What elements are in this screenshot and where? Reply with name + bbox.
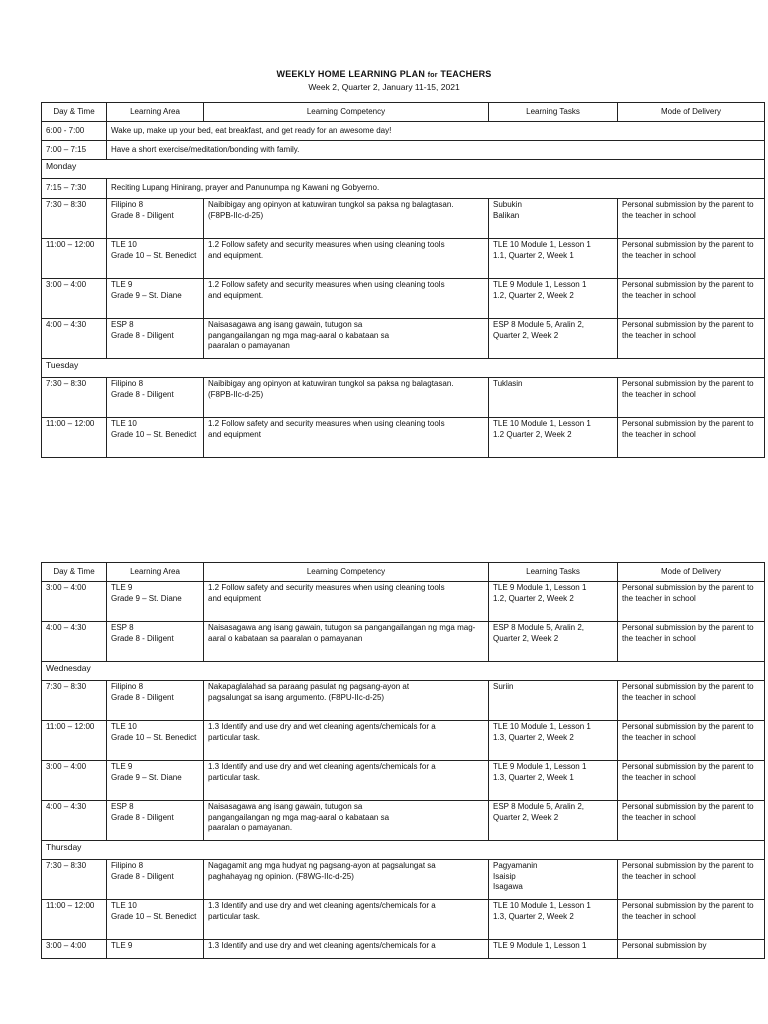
learning-area-cell-line: ESP 8 bbox=[111, 802, 134, 811]
tasks-cell-line: TLE 10 Module 1, Lesson 1 bbox=[493, 419, 591, 428]
competency-cell-line: pagsalungat sa isang argumento. (F8PU-IIc-d-25) bbox=[208, 692, 385, 702]
col-header-learning-tasks: Learning Tasks bbox=[489, 103, 618, 122]
learning-area-cell bbox=[107, 418, 204, 458]
tasks-cell-line: Quarter 2, Week 2 bbox=[493, 812, 559, 822]
mode-of-delivery-cell: Personal submission by bbox=[618, 940, 765, 959]
col-header-learning-tasks: Learning Tasks bbox=[489, 563, 618, 582]
competency-cell bbox=[204, 801, 489, 841]
tasks-cell-line: 1.2, Quarter 2, Week 2 bbox=[493, 290, 574, 300]
col-header-learning-area: Learning Area bbox=[107, 563, 204, 582]
header-row bbox=[42, 563, 765, 582]
learning-area-cell-line: TLE 9 bbox=[111, 941, 133, 950]
tasks-cell-line: 1.1, Quarter 2, Week 1 bbox=[493, 250, 574, 260]
mode-of-delivery-cell: Personal submission by the parent to the teacher in school bbox=[618, 582, 765, 622]
tasks-cell-line: Subukin bbox=[493, 200, 522, 209]
tasks-cell bbox=[489, 681, 618, 721]
competency-cell-line: (F8PB-IIc-d-25) bbox=[208, 389, 264, 399]
time-cell: 7:00 – 7:15 bbox=[42, 141, 107, 160]
time-cell: 7:30 – 8:30 bbox=[42, 681, 107, 721]
learning-area-cell-line: Grade 9 – St. Diane bbox=[111, 593, 182, 603]
tasks-cell-line: TLE 9 Module 1, Lesson 1 bbox=[493, 583, 587, 592]
routine-row bbox=[42, 141, 765, 160]
day-row bbox=[42, 841, 765, 860]
tasks-cell bbox=[489, 860, 618, 900]
learning-area-cell-line: Grade 8 - Diligent bbox=[111, 633, 174, 643]
competency-cell bbox=[204, 199, 489, 239]
table-row bbox=[42, 239, 765, 279]
learning-area-cell-line: ESP 8 bbox=[111, 320, 134, 329]
competency-cell bbox=[204, 378, 489, 418]
learning-area-cell-line: Grade 10 – St. Benedict bbox=[111, 250, 197, 260]
competency-cell-line: Naibibigay ang opinyon at katuwiran tungkol sa paksa ng balagtasan. bbox=[208, 379, 454, 388]
time-cell: 7:30 – 8:30 bbox=[42, 860, 107, 900]
plan-subtitle: Week 2, Quarter 2, January 11-15, 2021 bbox=[308, 82, 460, 92]
competency-cell-line: 1.3 Identify and use dry and wet cleaning agents/chemicals for a bbox=[208, 762, 436, 771]
learning-area-cell bbox=[107, 761, 204, 801]
day-label: Wednesday bbox=[42, 662, 765, 681]
learning-area-cell bbox=[107, 801, 204, 841]
time-cell: 7:15 – 7:30 bbox=[42, 179, 107, 199]
tasks-cell-line: ESP 8 Module 5, Aralin 2, bbox=[493, 802, 585, 811]
time-cell: 7:30 – 8:30 bbox=[42, 378, 107, 418]
tasks-cell-line: TLE 9 Module 1, Lesson 1 bbox=[493, 280, 587, 289]
learning-area-cell bbox=[107, 378, 204, 418]
tasks-cell-line: TLE 9 Module 1, Lesson 1 bbox=[493, 762, 587, 771]
competency-cell-line: particular task. bbox=[208, 732, 261, 742]
competency-cell-line: and equipment bbox=[208, 593, 261, 603]
learning-area-cell bbox=[107, 319, 204, 359]
tasks-cell bbox=[489, 199, 618, 239]
learning-area-cell-line: Grade 9 – St. Diane bbox=[111, 772, 182, 782]
competency-cell-line: particular task. bbox=[208, 772, 261, 782]
tasks-cell bbox=[489, 582, 618, 622]
mode-of-delivery-cell: Personal submission by the parent to the teacher in school bbox=[618, 900, 765, 940]
competency-cell-line: 1.2 Follow safety and security measures when using cleaning tools bbox=[208, 240, 445, 249]
col-header-day-time: Day & Time bbox=[42, 103, 107, 122]
competency-cell-line: 1.2 Follow safety and security measures when using cleaning tools bbox=[208, 583, 445, 592]
mode-of-delivery-cell: Personal submission by the parent to the teacher in school bbox=[618, 681, 765, 721]
table-row bbox=[42, 418, 765, 458]
activity-text: Have a short exercise/meditation/bonding with family. bbox=[107, 141, 765, 160]
table-row bbox=[42, 681, 765, 721]
competency-cell bbox=[204, 319, 489, 359]
learning-area-cell-line: Filipino 8 bbox=[111, 682, 144, 691]
tasks-cell-line: Quarter 2, Week 2 bbox=[493, 330, 559, 340]
tasks-cell bbox=[489, 622, 618, 662]
table-row bbox=[42, 860, 765, 900]
learning-area-cell-line: TLE 10 bbox=[111, 722, 137, 731]
table-row bbox=[42, 199, 765, 239]
table-row bbox=[42, 582, 765, 622]
table-row bbox=[42, 378, 765, 418]
tasks-cell bbox=[489, 279, 618, 319]
mode-of-delivery-cell: Personal submission by the parent to the teacher in school bbox=[618, 761, 765, 801]
tasks-cell bbox=[489, 900, 618, 940]
tasks-cell-line: ESP 8 Module 5, Aralin 2, bbox=[493, 320, 585, 329]
learning-plan-table-page-2 bbox=[41, 562, 765, 959]
header-row bbox=[42, 103, 765, 122]
learning-area-cell bbox=[107, 940, 204, 959]
learning-area-cell bbox=[107, 622, 204, 662]
tasks-cell bbox=[489, 801, 618, 841]
tasks-cell-line: TLE 9 Module 1, Lesson 1 bbox=[493, 941, 587, 950]
tasks-cell bbox=[489, 239, 618, 279]
time-cell: 3:00 – 4:00 bbox=[42, 940, 107, 959]
learning-area-cell-line: TLE 10 bbox=[111, 240, 137, 249]
competency-cell-line: Naibibigay ang opinyon at katuwiran tungkol sa paksa ng balagtasan. bbox=[208, 200, 454, 209]
competency-cell-line: 1.3 Identify and use dry and wet cleaning agents/chemicals for a bbox=[208, 722, 436, 731]
tasks-cell bbox=[489, 940, 618, 959]
competency-cell-line: 1.3 Identify and use dry and wet cleaning agents/chemicals for a bbox=[208, 901, 436, 910]
learning-area-cell bbox=[107, 900, 204, 940]
time-cell: 11:00 – 12:00 bbox=[42, 239, 107, 279]
time-cell: 11:00 – 12:00 bbox=[42, 418, 107, 458]
tasks-cell-line: 1.3, Quarter 2, Week 1 bbox=[493, 772, 574, 782]
col-header-mode-of-delivery: Mode of Delivery bbox=[618, 563, 765, 582]
col-header-day-time: Day & Time bbox=[42, 563, 107, 582]
mode-of-delivery-cell: Personal submission by the parent to the teacher in school bbox=[618, 860, 765, 900]
mode-of-delivery-cell: Personal submission by the parent to the teacher in school bbox=[618, 721, 765, 761]
learning-area-cell-line: Grade 9 – St. Diane bbox=[111, 290, 182, 300]
tasks-cell-line: Tuklasin bbox=[493, 379, 523, 388]
day-label: Tuesday bbox=[42, 359, 765, 378]
learning-area-cell bbox=[107, 239, 204, 279]
competency-cell-line: and equipment. bbox=[208, 250, 264, 260]
competency-cell-line: paghahayag ng opinion. (F8WG-IIc-d-25) bbox=[208, 871, 354, 881]
tasks-cell-line: ESP 8 Module 5, Aralin 2, bbox=[493, 623, 585, 632]
opening-row bbox=[42, 179, 765, 199]
learning-area-cell-line: Grade 8 - Diligent bbox=[111, 389, 174, 399]
tasks-cell bbox=[489, 418, 618, 458]
learning-area-cell bbox=[107, 199, 204, 239]
mode-of-delivery-cell: Personal submission by the parent to the teacher in school bbox=[618, 801, 765, 841]
learning-area-cell-line: Grade 10 – St. Benedict bbox=[111, 911, 197, 921]
time-cell: 3:00 – 4:00 bbox=[42, 582, 107, 622]
learning-area-cell-line: TLE 9 bbox=[111, 583, 133, 592]
table-row bbox=[42, 761, 765, 801]
competency-cell-line: Naisasagawa ang isang gawain, tutugon sa bbox=[208, 320, 363, 329]
tasks-cell-line: Balikan bbox=[493, 210, 520, 220]
tasks-cell bbox=[489, 721, 618, 761]
competency-cell bbox=[204, 860, 489, 900]
competency-cell-line: pangangailangan ng mga mag-aaral o kabataan sa bbox=[208, 330, 390, 340]
table-row bbox=[42, 622, 765, 662]
activity-text: Reciting Lupang Hinirang, prayer and Panunumpa ng Kawani ng Gobyerno. bbox=[107, 179, 765, 199]
competency-cell bbox=[204, 622, 489, 662]
learning-area-cell-line: Filipino 8 bbox=[111, 200, 144, 209]
competency-cell bbox=[204, 761, 489, 801]
competency-cell-line: Naisasagawa ang isang gawain, tutugon sa pangangailangan ng mga mag- bbox=[208, 623, 476, 632]
tasks-cell-line: 1.3, Quarter 2, Week 2 bbox=[493, 911, 574, 921]
mode-of-delivery-cell: Personal submission by the parent to the teacher in school bbox=[618, 279, 765, 319]
activity-text: Wake up, make up your bed, eat breakfast, and get ready for an awesome day! bbox=[107, 122, 765, 141]
time-cell: 3:00 – 4:00 bbox=[42, 761, 107, 801]
learning-area-cell-line: Grade 8 - Diligent bbox=[111, 812, 174, 822]
tasks-cell-line: Quarter 2, Week 2 bbox=[493, 633, 559, 643]
learning-area-cell-line: Filipino 8 bbox=[111, 379, 144, 388]
competency-cell-line: pangangailangan ng mga mag-aaral o kabataan sa bbox=[208, 812, 390, 822]
tasks-cell-line: 1.2, Quarter 2, Week 2 bbox=[493, 593, 574, 603]
competency-cell-line: particular task. bbox=[208, 911, 261, 921]
time-cell: 6:00 - 7:00 bbox=[42, 122, 107, 141]
day-label: Thursday bbox=[42, 841, 765, 860]
time-cell: 11:00 – 12:00 bbox=[42, 900, 107, 940]
learning-area-cell-line: ESP 8 bbox=[111, 623, 134, 632]
mode-of-delivery-cell: Personal submission by the parent to the teacher in school bbox=[618, 378, 765, 418]
day-label: Monday bbox=[42, 160, 765, 179]
tasks-cell-line: 1.3, Quarter 2, Week 2 bbox=[493, 732, 574, 742]
competency-cell-line: 1.3 Identify and use dry and wet cleaning agents/chemicals for a bbox=[208, 941, 436, 950]
day-row bbox=[42, 359, 765, 378]
learning-area-cell bbox=[107, 721, 204, 761]
competency-cell bbox=[204, 582, 489, 622]
tasks-cell-line: TLE 10 Module 1, Lesson 1 bbox=[493, 901, 591, 910]
competency-cell bbox=[204, 721, 489, 761]
competency-cell-line: aaral o kabataan sa paaralan o pamayanan bbox=[208, 633, 363, 643]
competency-cell-line: (F8PB-IIc-d-25) bbox=[208, 210, 264, 220]
tasks-cell bbox=[489, 378, 618, 418]
learning-area-cell-line: Grade 8 - Diligent bbox=[111, 210, 174, 220]
time-cell: 4:00 – 4:30 bbox=[42, 801, 107, 841]
time-cell: 4:00 – 4:30 bbox=[42, 319, 107, 359]
time-cell: 7:30 – 8:30 bbox=[42, 199, 107, 239]
competency-cell bbox=[204, 239, 489, 279]
day-row bbox=[42, 662, 765, 681]
competency-cell-line: 1.2 Follow safety and security measures when using cleaning tools bbox=[208, 419, 445, 428]
day-row bbox=[42, 160, 765, 179]
learning-area-cell bbox=[107, 860, 204, 900]
learning-area-cell-line: Grade 10 – St. Benedict bbox=[111, 429, 197, 439]
tasks-cell-line: TLE 10 Module 1, Lesson 1 bbox=[493, 722, 591, 731]
tasks-cell bbox=[489, 761, 618, 801]
col-header-learning-competency: Learning Competency bbox=[204, 103, 489, 122]
table-row bbox=[42, 940, 765, 959]
learning-area-cell bbox=[107, 582, 204, 622]
table-row bbox=[42, 279, 765, 319]
competency-cell bbox=[204, 418, 489, 458]
learning-area-cell bbox=[107, 681, 204, 721]
learning-area-cell-line: TLE 10 bbox=[111, 901, 137, 910]
tasks-cell-line: TLE 10 Module 1, Lesson 1 bbox=[493, 240, 591, 249]
routine-row bbox=[42, 122, 765, 141]
tasks-cell-line: Pagyamanin bbox=[493, 861, 538, 870]
competency-cell-line: Nagagamit ang mga hudyat ng pagsang-ayon at pagsalungat sa bbox=[208, 861, 436, 870]
tasks-cell-line: 1.2 Quarter 2, Week 2 bbox=[493, 429, 572, 439]
learning-area-cell-line: Grade 8 - Diligent bbox=[111, 330, 174, 340]
mode-of-delivery-cell: Personal submission by the parent to the teacher in school bbox=[618, 319, 765, 359]
time-cell: 3:00 – 4:00 bbox=[42, 279, 107, 319]
mode-of-delivery-cell: Personal submission by the parent to the teacher in school bbox=[618, 622, 765, 662]
mode-of-delivery-cell: Personal submission by the parent to the teacher in school bbox=[618, 199, 765, 239]
tasks-cell-line: Isaisip bbox=[493, 871, 516, 881]
competency-cell bbox=[204, 279, 489, 319]
competency-cell-line: 1.2 Follow safety and security measures when using cleaning tools bbox=[208, 280, 445, 289]
competency-cell-line: and equipment bbox=[208, 429, 261, 439]
learning-area-cell-line: TLE 9 bbox=[111, 280, 133, 289]
table-row bbox=[42, 900, 765, 940]
competency-cell bbox=[204, 900, 489, 940]
learning-area-cell-line: Filipino 8 bbox=[111, 861, 144, 870]
table-row bbox=[42, 721, 765, 761]
competency-cell bbox=[204, 940, 489, 959]
mode-of-delivery-cell: Personal submission by the parent to the teacher in school bbox=[618, 239, 765, 279]
competency-cell bbox=[204, 681, 489, 721]
learning-area-cell bbox=[107, 279, 204, 319]
competency-cell-line: paaralan o pamayanan. bbox=[208, 823, 293, 832]
competency-cell-line: Naisasagawa ang isang gawain, tutugon sa bbox=[208, 802, 363, 811]
col-header-mode-of-delivery: Mode of Delivery bbox=[618, 103, 765, 122]
col-header-learning-area: Learning Area bbox=[107, 103, 204, 122]
time-cell: 11:00 – 12:00 bbox=[42, 721, 107, 761]
mode-of-delivery-cell: Personal submission by the parent to the teacher in school bbox=[618, 418, 765, 458]
table-row bbox=[42, 801, 765, 841]
competency-cell-line: Nakapaglalahad sa paraang pasulat ng pagsang-ayon at bbox=[208, 682, 410, 691]
learning-area-cell-line: Grade 8 - Diligent bbox=[111, 871, 174, 881]
tasks-cell-line: Isagawa bbox=[493, 882, 523, 891]
tasks-cell-line: Suriin bbox=[493, 682, 514, 691]
plan-title: WEEKLY HOME LEARNING PLAN for TEACHERS bbox=[276, 69, 492, 79]
time-cell: 4:00 – 4:30 bbox=[42, 622, 107, 662]
learning-area-cell-line: TLE 10 bbox=[111, 419, 137, 428]
table-row bbox=[42, 319, 765, 359]
learning-area-cell-line: Grade 8 - Diligent bbox=[111, 692, 174, 702]
competency-cell-line: and equipment. bbox=[208, 290, 264, 300]
learning-area-cell-line: Grade 10 – St. Benedict bbox=[111, 732, 197, 742]
learning-area-cell-line: TLE 9 bbox=[111, 762, 133, 771]
col-header-learning-competency: Learning Competency bbox=[204, 563, 489, 582]
competency-cell-line: paaralan o pamayanan bbox=[208, 341, 290, 350]
tasks-cell bbox=[489, 319, 618, 359]
learning-plan-table-page-1 bbox=[41, 102, 765, 458]
